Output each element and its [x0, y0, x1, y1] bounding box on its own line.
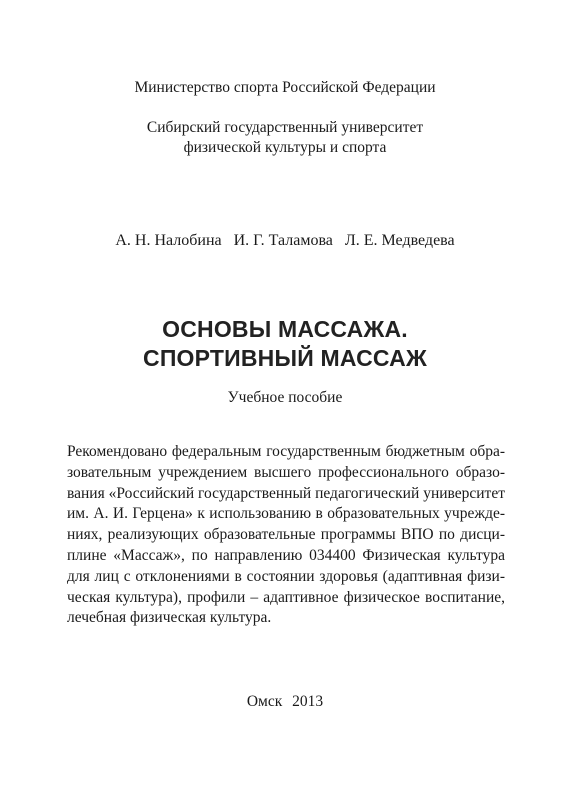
recommendation-line: для лиц с отклонениями в состоянии здоровья (адаптивная физи-: [67, 567, 505, 585]
author-2: И. Г. Таламова: [233, 232, 333, 249]
university-name-line-2: физической культуры и спорта: [183, 139, 387, 156]
imprint-city: Омск: [246, 693, 283, 710]
book-title-line-2: СПОРТИВНЫЙ МАССАЖ: [143, 345, 427, 371]
imprint: [0, 692, 570, 712]
university-name-line-1: Сибирский государственный университет: [146, 119, 424, 136]
recommendation-line: плине «Массаж», по направлению 034400 Физическая культура: [67, 546, 505, 564]
book-title-line-1: ОСНОВЫ МАССАЖА.: [162, 316, 408, 342]
recommendation-paragraph: [67, 442, 505, 629]
imprint-year: 2013: [292, 693, 324, 710]
recommendation-line: им. А. И. Герцена» к использованию в образовательных учрежде-: [67, 505, 505, 523]
recommendation-line: Рекомендовано федеральным государственным бюджетным обра-: [67, 443, 505, 460]
ministry-name: Министерство спорта Российской Федерации: [134, 79, 436, 96]
author-3: Л. Е. Медведева: [344, 232, 455, 249]
recommendation-line: вания «Российский государственный педагогический университет: [67, 484, 505, 502]
author-1: А. Н. Налобина: [115, 232, 222, 249]
recommendation-line: лечебная физическая культура.: [67, 609, 272, 627]
authors: [0, 231, 570, 251]
recommendation-line: ниях, реализующих образовательные программы ВПО по дисци-: [67, 526, 505, 544]
recommendation-line: зовательным учреждением высшего профессионального образо-: [67, 463, 505, 481]
book-subtitle: Учебное пособие: [227, 389, 343, 406]
recommendation-line: ческая культура), профили – адаптивное физическое воспитание,: [67, 588, 505, 606]
